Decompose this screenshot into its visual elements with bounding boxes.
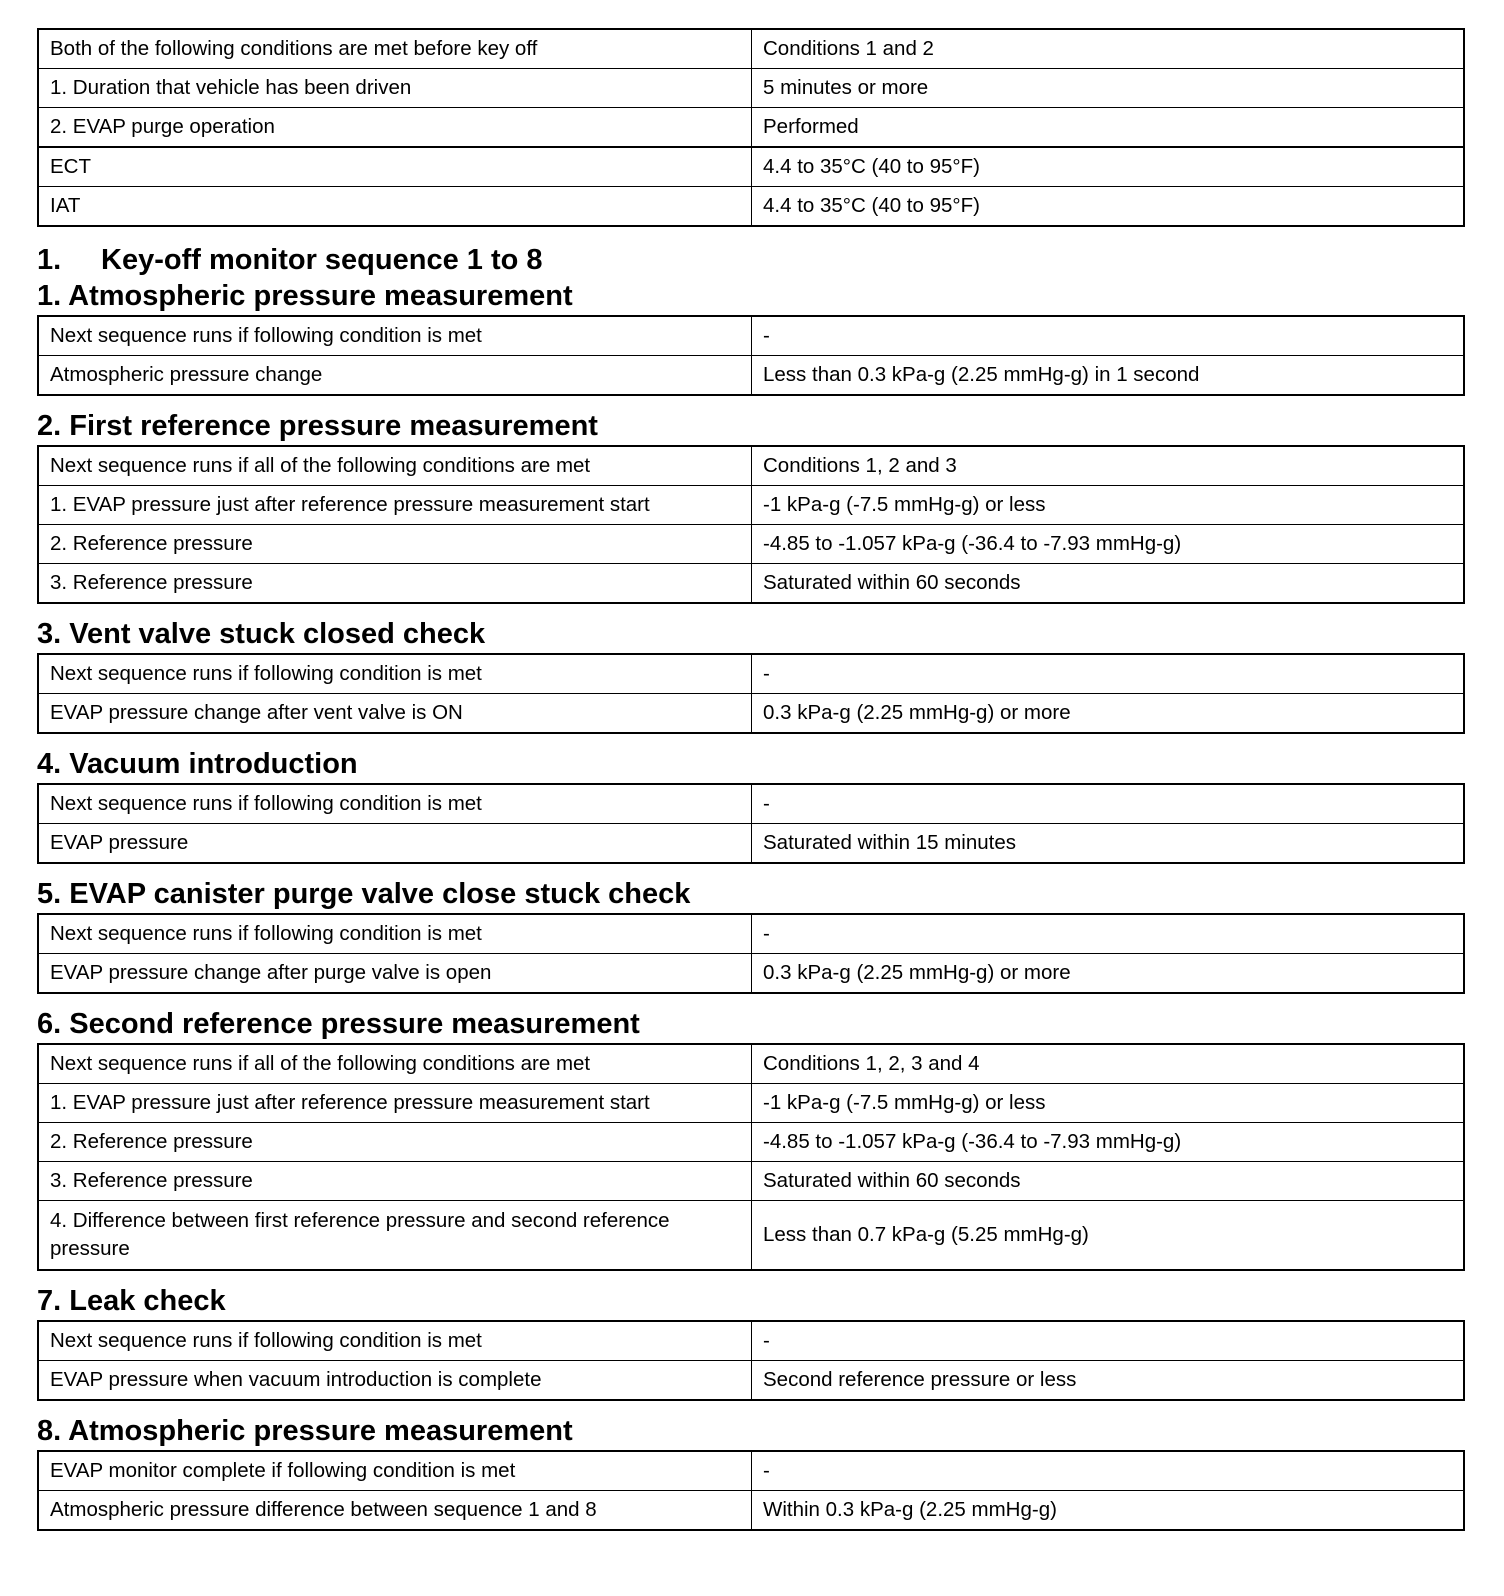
table-row xyxy=(38,1201,1464,1271)
table-row xyxy=(38,1084,1464,1123)
condition-label: 2. Reference pressure xyxy=(38,525,752,564)
condition-label: EVAP pressure xyxy=(38,824,752,864)
table-row xyxy=(38,1321,1464,1361)
document-page xyxy=(37,28,1465,1531)
section-table xyxy=(37,1320,1465,1401)
condition-label: 1. Duration that vehicle has been driven xyxy=(38,69,752,108)
table-row xyxy=(38,654,1464,694)
condition-value: Performed xyxy=(752,108,1465,148)
condition-value: 5 minutes or more xyxy=(752,69,1465,108)
condition-label: Next sequence runs if following condition is met xyxy=(38,784,752,824)
table-row xyxy=(38,1451,1464,1491)
table-row xyxy=(38,69,1464,108)
table-row xyxy=(38,914,1464,954)
table-row xyxy=(38,356,1464,396)
section-heading: 2. First reference pressure measurement xyxy=(37,410,598,442)
condition-value: -4.85 to -1.057 kPa-g (-36.4 to -7.93 mmHg-g) xyxy=(752,1123,1465,1162)
condition-value: -4.85 to -1.057 kPa-g (-36.4 to -7.93 mmHg-g) xyxy=(752,525,1465,564)
condition-label: EVAP pressure change after purge valve is open xyxy=(38,954,752,994)
condition-label: Next sequence runs if following condition is met xyxy=(38,654,752,694)
condition-label: Next sequence runs if all of the following conditions are met xyxy=(38,1044,752,1084)
condition-value: Saturated within 60 seconds xyxy=(752,1162,1465,1201)
table-row xyxy=(38,1044,1464,1084)
table-row xyxy=(38,187,1464,227)
condition-label: 3. Reference pressure xyxy=(38,564,752,604)
condition-value: -1 kPa-g (-7.5 mmHg-g) or less xyxy=(752,1084,1465,1123)
section-table xyxy=(37,913,1465,994)
condition-value: Conditions 1 and 2 xyxy=(752,29,1465,69)
section-heading: 6. Second reference pressure measurement xyxy=(37,1008,640,1040)
section-table xyxy=(37,315,1465,396)
condition-label: EVAP monitor complete if following condition is met xyxy=(38,1451,752,1491)
condition-value: Conditions 1, 2, 3 and 4 xyxy=(752,1044,1465,1084)
table-row xyxy=(38,486,1464,525)
condition-label: Both of the following conditions are met before key off xyxy=(38,29,752,69)
table-row xyxy=(38,147,1464,187)
condition-value: Conditions 1, 2 and 3 xyxy=(752,446,1465,486)
table-row xyxy=(38,525,1464,564)
table-row xyxy=(38,694,1464,734)
condition-value: 0.3 kPa-g (2.25 mmHg-g) or more xyxy=(752,954,1465,994)
table-row xyxy=(38,1123,1464,1162)
section-heading: 5. EVAP canister purge valve close stuck check xyxy=(37,878,691,910)
table-row xyxy=(38,1162,1464,1201)
condition-value: 4.4 to 35°C (40 to 95°F) xyxy=(752,147,1465,187)
condition-label: Next sequence runs if following condition is met xyxy=(38,316,752,356)
table-row xyxy=(38,564,1464,604)
section-table xyxy=(37,1450,1465,1531)
condition-label: Next sequence runs if following condition is met xyxy=(38,914,752,954)
section-table xyxy=(37,783,1465,864)
condition-label: IAT xyxy=(38,187,752,227)
condition-value: - xyxy=(752,784,1465,824)
table-row xyxy=(38,29,1464,69)
main-heading-title: Key-off monitor sequence 1 to 8 xyxy=(101,244,543,276)
section-table xyxy=(37,1043,1465,1271)
condition-label: EVAP pressure when vacuum introduction is complete xyxy=(38,1361,752,1401)
condition-label: 3. Reference pressure xyxy=(38,1162,752,1201)
table-row xyxy=(38,1491,1464,1531)
condition-label: 1. EVAP pressure just after reference pressure measurement start xyxy=(38,1084,752,1123)
condition-value: -1 kPa-g (-7.5 mmHg-g) or less xyxy=(752,486,1465,525)
condition-value: - xyxy=(752,654,1465,694)
table-row xyxy=(38,824,1464,864)
condition-value: - xyxy=(752,1451,1465,1491)
section-heading: 4. Vacuum introduction xyxy=(37,748,358,780)
section-heading: 1. Atmospheric pressure measurement xyxy=(37,280,573,312)
preconditions-table xyxy=(37,28,1465,227)
condition-label: Atmospheric pressure difference between sequence 1 and 8 xyxy=(38,1491,752,1531)
condition-value: - xyxy=(752,1321,1465,1361)
condition-value: Saturated within 60 seconds xyxy=(752,564,1465,604)
table-row xyxy=(38,108,1464,148)
table-row xyxy=(38,446,1464,486)
condition-label: 2. Reference pressure xyxy=(38,1123,752,1162)
condition-value: - xyxy=(752,316,1465,356)
section-heading: 3. Vent valve stuck closed check xyxy=(37,618,486,650)
main-heading-number: 1. xyxy=(37,244,62,276)
condition-label: 1. EVAP pressure just after reference pressure measurement start xyxy=(38,486,752,525)
condition-value: 0.3 kPa-g (2.25 mmHg-g) or more xyxy=(752,694,1465,734)
table-row xyxy=(38,784,1464,824)
condition-label: EVAP pressure change after vent valve is ON xyxy=(38,694,752,734)
condition-value: 4.4 to 35°C (40 to 95°F) xyxy=(752,187,1465,227)
table-row xyxy=(38,316,1464,356)
condition-value: Within 0.3 kPa-g (2.25 mmHg-g) xyxy=(752,1491,1465,1531)
table-row xyxy=(38,1361,1464,1401)
section-table xyxy=(37,445,1465,604)
condition-value: - xyxy=(752,914,1465,954)
condition-label: 4. Difference between first reference pressure and second reference pressure xyxy=(38,1201,752,1271)
condition-label: Atmospheric pressure change xyxy=(38,356,752,396)
condition-label: Next sequence runs if following condition is met xyxy=(38,1321,752,1361)
main-heading xyxy=(37,243,1465,277)
condition-value: Saturated within 15 minutes xyxy=(752,824,1465,864)
section-table xyxy=(37,653,1465,734)
condition-label: Next sequence runs if all of the following conditions are met xyxy=(38,446,752,486)
table-row xyxy=(38,954,1464,994)
section-heading: 7. Leak check xyxy=(37,1285,226,1317)
condition-label: ECT xyxy=(38,147,752,187)
condition-value: Second reference pressure or less xyxy=(752,1361,1465,1401)
condition-value: Less than 0.3 kPa-g (2.25 mmHg-g) in 1 second xyxy=(752,356,1465,396)
condition-value: Less than 0.7 kPa-g (5.25 mmHg-g) xyxy=(752,1201,1465,1271)
section-heading: 8. Atmospheric pressure measurement xyxy=(37,1415,573,1447)
condition-label: 2. EVAP purge operation xyxy=(38,108,752,148)
